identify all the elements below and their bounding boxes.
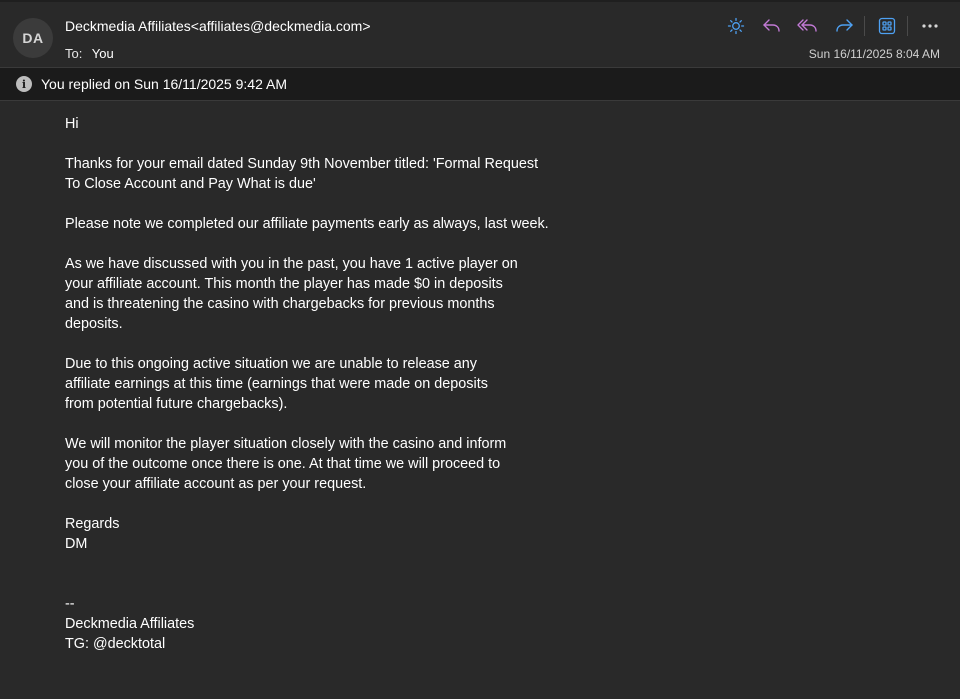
body-paragraph: Due to this ongoing active situation we are unable to release any affiliate earnings at this time (earnings that were made on deposits from potential future chargebacks). xyxy=(65,356,488,412)
message-body xyxy=(65,114,625,654)
recipient-row xyxy=(65,46,114,61)
message-toolbar xyxy=(714,14,944,38)
message-header xyxy=(0,2,960,67)
body-paragraph: As we have discussed with you in the past, you have 1 active player on your affiliate account. This month the player has made $0 in deposits and is threatening the casino with chargebacks for previous months deposits. xyxy=(65,256,518,332)
info-icon: i xyxy=(16,76,32,92)
reply-button[interactable] xyxy=(758,14,786,38)
immersive-reader-button[interactable] xyxy=(722,14,750,38)
body-paragraph: Thanks for your email dated Sunday 9th November titled: 'Formal Request To Close Account and Pay What is due' xyxy=(65,156,539,192)
sun-icon xyxy=(727,17,745,35)
apps-icon xyxy=(878,17,896,35)
reply-all-icon xyxy=(797,17,819,35)
body-paragraph: Regards DM xyxy=(65,516,120,552)
recipient-name[interactable]: You xyxy=(91,46,114,61)
apps-button[interactable] xyxy=(873,14,901,38)
avatar[interactable]: DA xyxy=(13,18,53,58)
toolbar-separator xyxy=(864,16,865,36)
reply-info-bar[interactable] xyxy=(0,67,960,101)
more-icon xyxy=(921,23,939,29)
toolbar-separator xyxy=(907,16,908,36)
email-signature: -- Deckmedia Affiliates TG: @decktotal xyxy=(65,596,195,652)
sender-name[interactable]: Deckmedia Affiliates<affiliates@deckmedia.com> xyxy=(65,18,371,34)
sent-date: Sun 16/11/2025 8:04 AM xyxy=(808,47,940,61)
reply-info-text: You replied on Sun 16/11/2025 9:42 AM xyxy=(41,76,287,92)
forward-button[interactable] xyxy=(830,14,858,38)
to-label: To: xyxy=(65,46,83,61)
body-paragraph: We will monitor the player situation closely with the casino and inform you of the outcome once there is one. At that time we will proceed to close your affiliate account as per your request. xyxy=(65,436,507,492)
forward-icon xyxy=(834,17,854,35)
reply-icon xyxy=(762,17,782,35)
reply-all-button[interactable] xyxy=(794,14,822,38)
more-actions-button[interactable] xyxy=(916,14,944,38)
body-paragraph: Please note we completed our affiliate payments early as always, last week. xyxy=(65,216,549,232)
body-paragraph: Hi xyxy=(65,116,79,132)
